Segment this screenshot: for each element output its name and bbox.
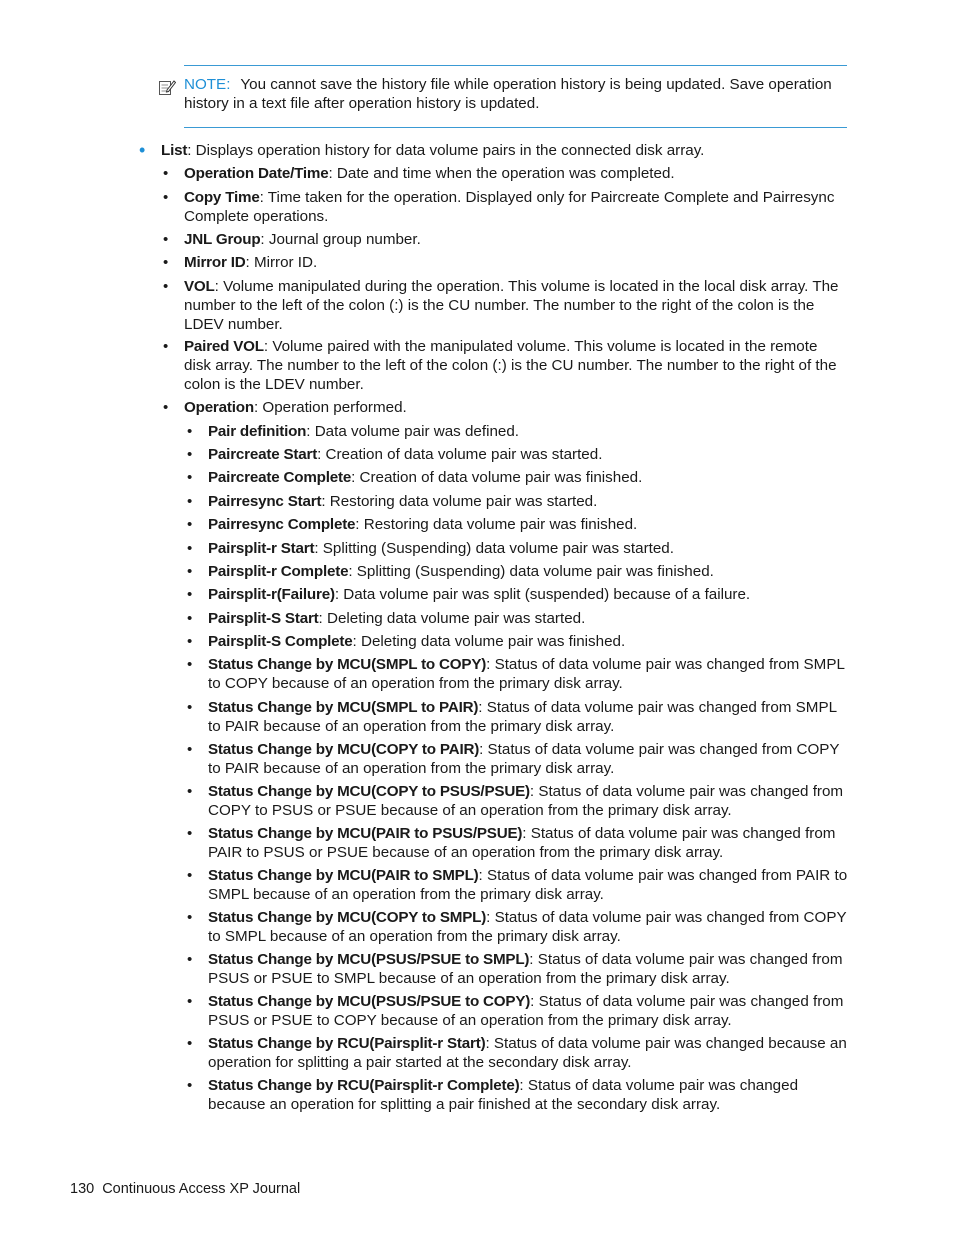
page-footer xyxy=(70,1180,300,1199)
item-desc: : Time taken for the operation. Displayed only for Paircreate Complete and Pairresync Complete operations. xyxy=(184,189,835,225)
list-item xyxy=(208,950,848,988)
list-item xyxy=(208,562,848,581)
item-term: Status Change by MCU(SMPL to PAIR) xyxy=(208,699,479,716)
list-item xyxy=(208,422,848,441)
list-bullet: • xyxy=(187,909,193,926)
list-bullet: • xyxy=(187,656,193,673)
list-item xyxy=(208,782,848,820)
item-term: Pairsplit-r Complete xyxy=(208,563,349,580)
item-term: Status Change by MCU(PAIR to PSUS/PSUE) xyxy=(208,825,523,842)
item-term: Pairsplit-r(Failure) xyxy=(208,586,335,603)
item-desc: : Status of data volume pair was changed from SMPL to COPY because of an operation from the primary disk array. xyxy=(208,656,845,692)
item-desc: : Status of data volume pair was changed from PAIR to SMPL because of an operation from the primary disk array. xyxy=(208,867,848,903)
item-term: Status Change by MCU(COPY to PAIR) xyxy=(208,741,480,758)
list-bullet: • xyxy=(187,563,193,580)
item-desc: : Displays operation history for data volume pairs in the connected disk array. xyxy=(187,142,705,159)
list-item xyxy=(184,398,847,417)
list-bullet: • xyxy=(187,1035,193,1052)
list-bullet: • xyxy=(163,254,169,271)
list-bullet: • xyxy=(187,610,193,627)
item-desc: : Restoring data volume pair was started. xyxy=(321,493,598,510)
list-item xyxy=(208,866,848,904)
item-desc: : Status of data volume pair was changed from SMPL to PAIR because of an operation from the primary disk array. xyxy=(208,699,837,735)
note-box xyxy=(184,65,847,128)
list-item xyxy=(184,337,847,394)
list-item xyxy=(208,655,848,693)
item-term: List xyxy=(161,142,188,159)
item-term: Copy Time xyxy=(184,189,260,206)
list-item xyxy=(208,992,848,1030)
list-bullet: • xyxy=(187,993,193,1010)
item-desc: : Splitting (Suspending) data volume pair was finished. xyxy=(348,563,714,580)
list-bullet: • xyxy=(187,516,193,533)
item-term: Pairsplit-S Start xyxy=(208,610,319,627)
list-item xyxy=(208,908,848,946)
list-item xyxy=(184,230,847,249)
item-term: VOL xyxy=(184,278,215,295)
list-item xyxy=(208,632,848,651)
item-desc: : Status of data volume pair was changed because an operation for splitting a pair finished at the secondary disk array. xyxy=(208,1077,799,1113)
item-desc: : Volume paired with the manipulated volume. This volume is located in the remote disk array. The number to the left of the colon (:) is the CU number. The number to the right of the colon is the LDEV number. xyxy=(184,338,837,393)
note-text: You cannot save the history file while operation history is being updated. Save operation history in a text file after operation history is updated. xyxy=(184,76,832,112)
list-bullet: • xyxy=(139,140,146,160)
item-term: Pairsplit-S Complete xyxy=(208,633,353,650)
list-item xyxy=(208,698,848,736)
item-term: Status Change by MCU(COPY to PSUS/PSUE) xyxy=(208,783,530,800)
item-desc: : Data volume pair was split (suspended) because of a failure. xyxy=(334,586,751,603)
list-bullet: • xyxy=(187,446,193,463)
item-term: Status Change by MCU(PSUS/PSUE to COPY) xyxy=(208,993,531,1010)
doc-title: Continuous Access XP Journal xyxy=(102,1181,301,1197)
item-term: Status Change by MCU(PAIR to SMPL) xyxy=(208,867,479,884)
list-bullet: • xyxy=(187,540,193,557)
item-term: Status Change by MCU(COPY to SMPL) xyxy=(208,909,487,926)
list-bullet: • xyxy=(163,189,169,206)
list-bullet: • xyxy=(187,867,193,884)
list-item xyxy=(208,740,848,778)
item-desc: : Status of data volume pair was changed from COPY to PAIR because of an operation from the primary disk array. xyxy=(208,741,840,777)
list-bullet: • xyxy=(187,1077,193,1094)
item-term: Status Change by MCU(SMPL to COPY) xyxy=(208,656,487,673)
item-desc: : Restoring data volume pair was finished. xyxy=(355,516,638,533)
list-bullet: • xyxy=(163,338,169,355)
item-term: Mirror ID xyxy=(184,254,246,271)
list-bullet: • xyxy=(187,741,193,758)
list-bullet: • xyxy=(187,423,193,440)
list-item xyxy=(208,609,848,628)
item-desc: : Journal group number. xyxy=(260,231,421,248)
list-item xyxy=(208,492,848,511)
item-term: Paircreate Complete xyxy=(208,469,352,486)
item-desc: : Deleting data volume pair was finished. xyxy=(352,633,626,650)
item-term: Operation Date/Time xyxy=(184,165,329,182)
item-desc: : Creation of data volume pair was started. xyxy=(317,446,603,463)
item-desc: : Status of data volume pair was changed from COPY to SMPL because of an operation from the primary disk array. xyxy=(208,909,847,945)
item-term: Operation xyxy=(184,399,254,416)
item-desc: : Creation of data volume pair was finished. xyxy=(351,469,643,486)
item-term: Pairsplit-r Start xyxy=(208,540,315,557)
list-bullet: • xyxy=(163,165,169,182)
item-desc: : Deleting data volume pair was started. xyxy=(318,610,586,627)
list-bullet: • xyxy=(163,399,169,416)
item-term: Status Change by RCU(Pairsplit-r Complete) xyxy=(208,1077,520,1094)
list-item xyxy=(184,188,847,226)
item-term: Paircreate Start xyxy=(208,446,318,463)
list-item xyxy=(208,1076,848,1114)
item-desc: : Status of data volume pair was changed from PSUS or PSUE to SMPL because of an operation from the primary disk array. xyxy=(208,951,843,987)
item-term: Status Change by MCU(PSUS/PSUE to SMPL) xyxy=(208,951,530,968)
list-bullet: • xyxy=(187,951,193,968)
item-desc: : Volume manipulated during the operation. This volume is located in the local disk array. The number to the left of the colon (:) is the CU number. The number to the right of the colon is the LDEV number. xyxy=(184,278,839,333)
item-desc: : Status of data volume pair was changed from PSUS or PSUE to COPY because of an operation from the primary disk array. xyxy=(208,993,844,1029)
list-bullet: • xyxy=(187,825,193,842)
note-pencil-icon xyxy=(158,78,176,96)
item-term: Pairresync Complete xyxy=(208,516,356,533)
item-term: JNL Group xyxy=(184,231,261,248)
item-desc: : Splitting (Suspending) data volume pair was started. xyxy=(314,540,674,557)
list-bullet: • xyxy=(163,278,169,295)
list-item xyxy=(184,277,847,334)
list-bullet: • xyxy=(187,783,193,800)
item-desc: : Status of data volume pair was changed because an operation for splitting a pair started at the secondary disk array. xyxy=(208,1035,847,1071)
list-item xyxy=(184,253,847,272)
page-number: 130 xyxy=(70,1181,95,1197)
item-desc: : Status of data volume pair was changed from COPY to PSUS or PSUE because of an operation from the primary disk array. xyxy=(208,783,844,819)
item-desc: : Operation performed. xyxy=(253,399,407,416)
list-item xyxy=(208,445,848,464)
list-item xyxy=(208,515,848,534)
list-item xyxy=(208,585,848,604)
item-term: Pair definition xyxy=(208,423,307,440)
list-bullet: • xyxy=(163,231,169,248)
list-bullet: • xyxy=(187,469,193,486)
list-item xyxy=(184,164,847,183)
item-term: Status Change by RCU(Pairsplit-r Start) xyxy=(208,1035,486,1052)
list-bullet: • xyxy=(187,699,193,716)
note-label: NOTE: xyxy=(184,76,231,93)
item-term: Pairresync Start xyxy=(208,493,322,510)
list-bullet: • xyxy=(187,493,193,510)
item-desc: : Date and time when the operation was completed. xyxy=(328,165,675,182)
list-bullet: • xyxy=(187,633,193,650)
list-bullet: • xyxy=(187,586,193,603)
list-item xyxy=(208,824,848,862)
list-item-list xyxy=(161,141,851,160)
item-term: Paired VOL xyxy=(184,338,264,355)
item-desc: : Mirror ID. xyxy=(245,254,318,271)
list-item xyxy=(208,468,848,487)
list-item xyxy=(208,1034,848,1072)
list-item xyxy=(208,539,848,558)
item-desc: : Status of data volume pair was changed from PAIR to PSUS or PSUE because of an operation from the primary disk array. xyxy=(208,825,836,861)
item-desc: : Data volume pair was defined. xyxy=(306,423,520,440)
